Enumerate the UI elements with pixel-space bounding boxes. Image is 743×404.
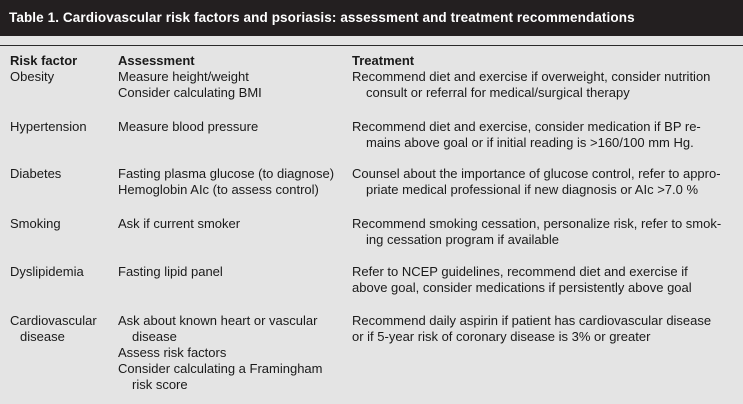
row-obesity-assessment-1: Measure height/weight: [118, 69, 249, 84]
row-obesity-factor: Obesity: [10, 69, 55, 84]
row-obesity-treatment-2: consult or referral for medical/surgical therapy: [366, 85, 630, 100]
row-cardiovascular-assessment-3: Assess risk factors: [118, 345, 227, 360]
row-hypertension-treatment-2: mains above goal or if initial reading is >160/100 mm Hg.: [366, 135, 694, 150]
header-treatment: Treatment: [352, 53, 415, 68]
row-cardiovascular-assessment-2: disease: [132, 329, 177, 344]
row-diabetes-assessment-2: Hemoglobin AIc (to assess control): [118, 182, 319, 197]
row-diabetes-treatment-1: Counsel about the importance of glucose control, refer to appro-: [352, 166, 721, 181]
row-dyslipidemia-treatment-2: above goal, consider medications if persistently above goal: [352, 280, 692, 295]
row-smoking-assessment-1: Ask if current smoker: [118, 216, 241, 231]
header-assessment: Assessment: [118, 53, 195, 68]
row-cardiovascular-treatment-2: or if 5-year risk of coronary disease is 3% or greater: [352, 329, 651, 344]
row-cardiovascular-treatment-1: Recommend daily aspirin if patient has cardiovascular disease: [352, 313, 712, 328]
row-dyslipidemia-treatment-1: Refer to NCEP guidelines, recommend diet and exercise if: [352, 264, 688, 279]
row-cardiovascular-factor-1: Cardiovascular: [10, 313, 97, 328]
row-diabetes-assessment-1: Fasting plasma glucose (to diagnose): [118, 166, 335, 181]
header-risk-factor: Risk factor: [10, 53, 78, 68]
row-cardiovascular-assessment-4: Consider calculating a Framingham: [118, 361, 323, 376]
row-dyslipidemia-factor: Dyslipidemia: [10, 264, 84, 279]
row-diabetes-factor: Diabetes: [10, 166, 62, 181]
row-cardiovascular-assessment-5: risk score: [132, 377, 188, 392]
header-divider: [0, 45, 743, 46]
row-cardiovascular-assessment-1: Ask about known heart or vascular: [118, 313, 318, 328]
row-diabetes-treatment-2: priate medical professional if new diagnosis or AIc >7.0 %: [366, 182, 699, 197]
row-dyslipidemia-assessment-1: Fasting lipid panel: [118, 264, 223, 279]
row-smoking-treatment-2: ing cessation program if available: [366, 232, 559, 247]
row-smoking-treatment-1: Recommend smoking cessation, personalize risk, refer to smok-: [352, 216, 722, 231]
row-obesity-treatment-1: Recommend diet and exercise if overweight, consider nutrition: [352, 69, 711, 84]
row-smoking-factor: Smoking: [10, 216, 61, 231]
row-hypertension-factor: Hypertension: [10, 119, 87, 134]
row-obesity-assessment-2: Consider calculating BMI: [118, 85, 262, 100]
row-hypertension-treatment-1: Recommend diet and exercise, consider medication if BP re-: [352, 119, 701, 134]
row-cardiovascular-factor-2: disease: [20, 329, 65, 344]
table-title: Table 1. Cardiovascular risk factors and psoriasis: assessment and treatment recommendations: [0, 0, 743, 36]
row-hypertension-assessment-1: Measure blood pressure: [118, 119, 259, 134]
